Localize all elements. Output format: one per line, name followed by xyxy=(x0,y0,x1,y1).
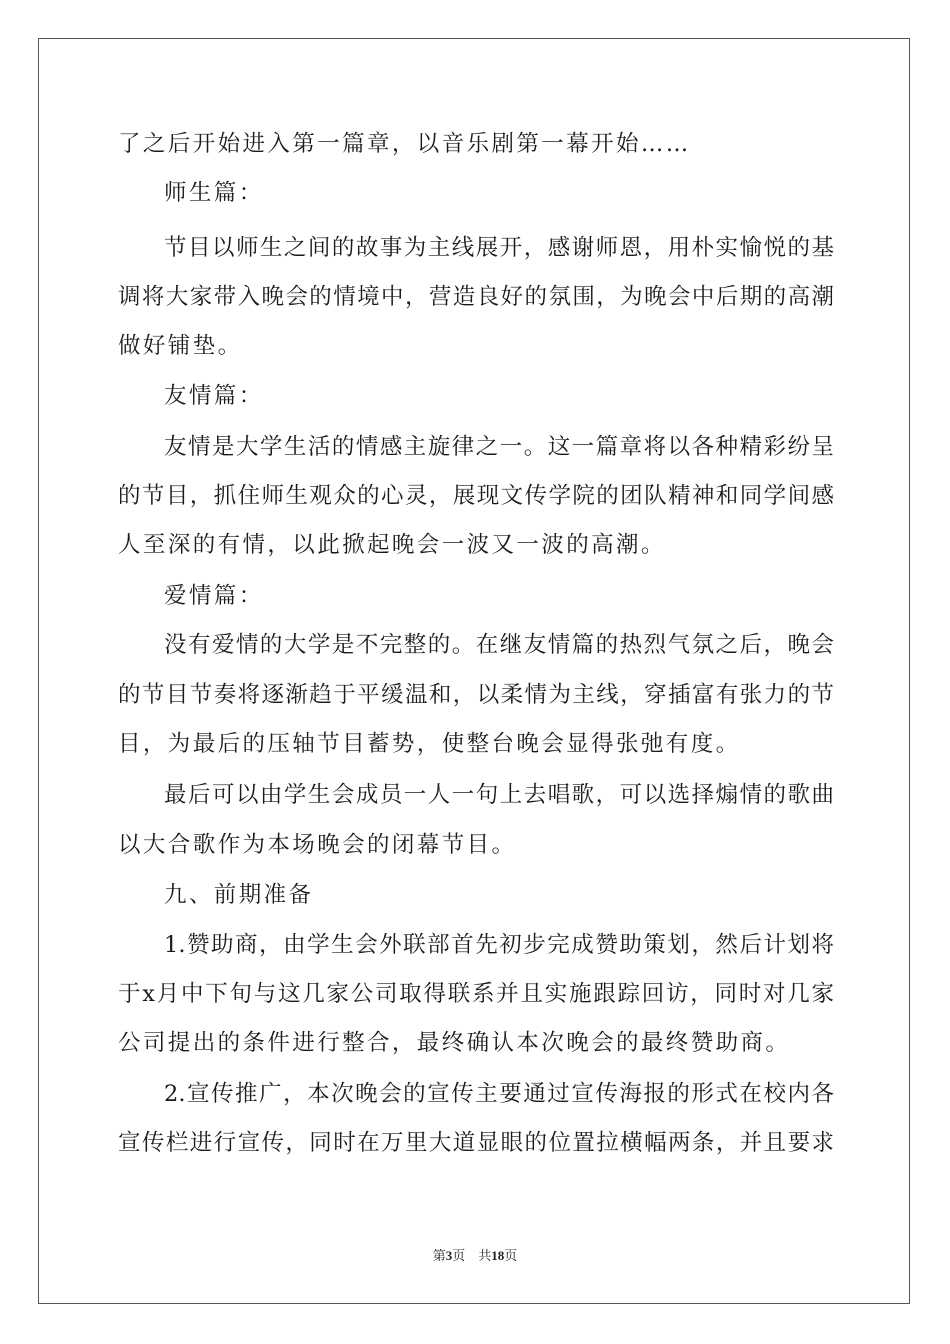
section-heading: 九、前期准备 xyxy=(164,882,314,908)
paragraph-line: 最后可以由学生会成员一人一句上去唱歌，可以选择煽情的歌曲 xyxy=(164,782,834,808)
footer-page-suffix: 页 xyxy=(452,1248,466,1263)
page-footer xyxy=(0,1245,950,1264)
paragraph-line: 做好铺垫。 xyxy=(118,333,243,359)
section-heading: 爱情篇： xyxy=(164,583,264,609)
paragraph-line: 的节目，抓住师生观众的心灵，展现文传学院的团队精神和同学间感 xyxy=(118,483,834,509)
paragraph-line: 人至深的有情，以此掀起晚会一波又一波的高潮。 xyxy=(118,532,666,558)
paragraph-line: 目，为最后的压轴节目蓄势，使整台晚会显得张弛有度。 xyxy=(118,731,741,757)
paragraph-line: 调将大家带入晚会的情境中，营造良好的氛围，为晚会中后期的高潮 xyxy=(118,284,834,310)
total-page-count: 18 xyxy=(491,1248,505,1263)
footer-total-suffix: 页 xyxy=(504,1248,518,1263)
paragraph-line: 公司提出的条件进行整合，最终确认本次晚会的最终赞助商。 xyxy=(118,1030,791,1056)
section-heading: 友情篇： xyxy=(164,383,264,409)
current-page-number: 3 xyxy=(445,1248,453,1263)
paragraph-line: 了之后开始进入第一篇章，以音乐剧第一幕开始…… xyxy=(118,131,691,157)
paragraph-line: 友情是大学生活的情感主旋律之一。这一篇章将以各种精彩纷呈 xyxy=(164,434,834,460)
paragraph-line: 节目以师生之间的故事为主线展开，感谢师恩，用朴实愉悦的基 xyxy=(164,235,834,261)
footer-prefix: 第 xyxy=(432,1248,446,1263)
paragraph-line: 1.赞助商，由学生会外联部首先初步完成赞助策划，然后计划将 xyxy=(164,932,834,958)
section-heading: 师生篇： xyxy=(164,180,264,206)
paragraph-line: 于x月中下旬与这几家公司取得联系并且实施跟踪回访，同时对几家 xyxy=(118,981,834,1007)
paragraph-line: 没有爱情的大学是不完整的。在继友情篇的热烈气氛之后，晚会 xyxy=(164,632,834,658)
paragraph-line: 宣传栏进行宣传，同时在万里大道显眼的位置拉横幅两条，并且要求 xyxy=(118,1130,834,1156)
footer-total-prefix: 共 xyxy=(478,1248,492,1263)
paragraph-line: 2.宣传推广，本次晚会的宣传主要通过宣传海报的形式在校内各 xyxy=(164,1081,834,1107)
paragraph-line: 以大合歌作为本场晚会的闭幕节目。 xyxy=(118,832,517,858)
paragraph-line: 的节目节奏将逐渐趋于平缓温和，以柔情为主线，穿插富有张力的节 xyxy=(118,682,834,708)
